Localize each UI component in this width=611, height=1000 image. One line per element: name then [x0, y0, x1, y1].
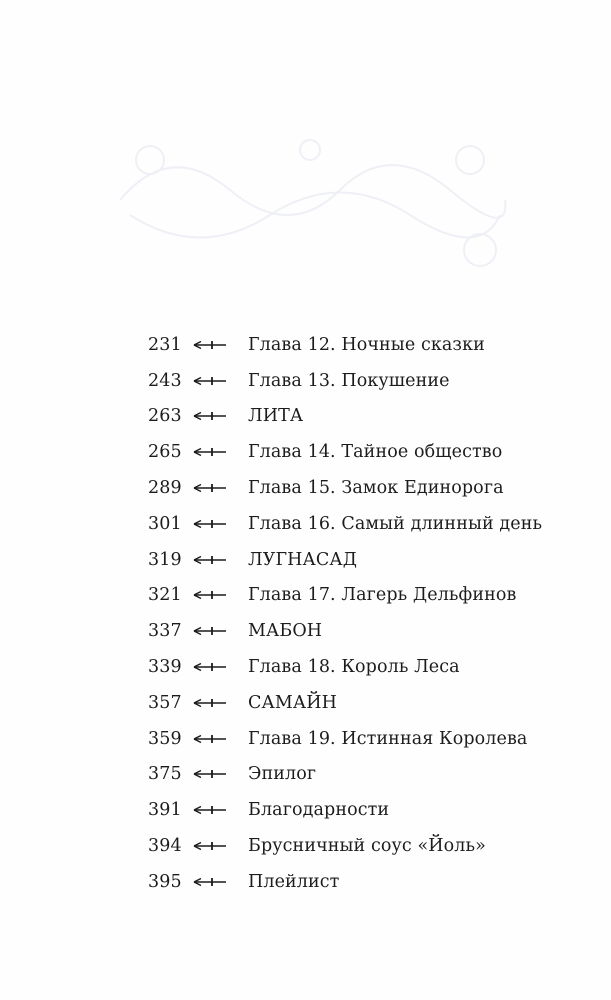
page-number: 339	[148, 657, 182, 678]
toc-title: Глава 19. Истинная Королева	[248, 728, 528, 749]
table-of-contents	[148, 327, 588, 900]
toc-entry[interactable]	[148, 613, 588, 649]
toc-entry[interactable]	[148, 327, 588, 363]
toc-entry[interactable]	[148, 685, 588, 721]
toc-entry[interactable]	[148, 864, 588, 900]
arrow-left-dagger-icon	[192, 409, 248, 423]
toc-entry[interactable]	[148, 363, 588, 399]
toc-title: ЛИТА	[248, 406, 304, 427]
arrow-left-dagger-icon	[192, 839, 248, 853]
arrow-left-dagger-icon	[192, 803, 248, 817]
toc-entry[interactable]	[148, 470, 588, 506]
page-number: 321	[148, 585, 182, 606]
page-number: 289	[148, 478, 182, 499]
toc-entry[interactable]	[148, 399, 588, 435]
toc-title: Глава 16. Самый длинный день	[248, 513, 543, 534]
toc-title: Глава 17. Лагерь Дельфинов	[248, 585, 517, 606]
toc-title: МАБОН	[248, 621, 323, 642]
toc-entry[interactable]	[148, 506, 588, 542]
arrow-left-dagger-icon	[192, 553, 248, 567]
toc-title: Глава 18. Король Леса	[248, 657, 460, 678]
arrow-left-dagger-icon	[192, 660, 248, 674]
toc-entry[interactable]	[148, 721, 588, 757]
toc-entry[interactable]	[148, 792, 588, 828]
page-number: 243	[148, 370, 182, 391]
toc-title: Глава 15. Замок Единорога	[248, 478, 504, 499]
arrow-left-dagger-icon	[192, 517, 248, 531]
page-number: 337	[148, 621, 182, 642]
page-number: 357	[148, 692, 182, 713]
toc-entry[interactable]	[148, 578, 588, 614]
header-ornament-icon	[110, 120, 510, 280]
page-number: 395	[148, 871, 182, 892]
toc-entry[interactable]	[148, 649, 588, 685]
arrow-left-dagger-icon	[192, 481, 248, 495]
page-number: 359	[148, 728, 182, 749]
page-number: 301	[148, 513, 182, 534]
page-number: 231	[148, 334, 182, 355]
toc-title: Брусничный соус «Йоль»	[248, 836, 486, 857]
toc-title: Глава 12. Ночные сказки	[248, 334, 485, 355]
arrow-left-dagger-icon	[192, 732, 248, 746]
toc-title: Глава 14. Тайное общество	[248, 442, 503, 463]
page-number: 375	[148, 764, 182, 785]
toc-title: Благодарности	[248, 800, 390, 821]
toc-entry[interactable]	[148, 757, 588, 793]
toc-title: Плейлист	[248, 871, 340, 892]
arrow-left-dagger-icon	[192, 624, 248, 638]
page-number: 263	[148, 406, 182, 427]
arrow-left-dagger-icon	[192, 875, 248, 889]
arrow-left-dagger-icon	[192, 338, 248, 352]
toc-title: Эпилог	[248, 764, 317, 785]
toc-title: Глава 13. Покушение	[248, 370, 450, 391]
arrow-left-dagger-icon	[192, 588, 248, 602]
page-number: 391	[148, 800, 182, 821]
page-number: 265	[148, 442, 182, 463]
arrow-left-dagger-icon	[192, 767, 248, 781]
toc-title: САМАЙН	[248, 692, 337, 713]
arrow-left-dagger-icon	[192, 696, 248, 710]
toc-entry[interactable]	[148, 828, 588, 864]
toc-title: ЛУГНАСАД	[248, 549, 358, 570]
toc-entry[interactable]	[148, 542, 588, 578]
page-number: 319	[148, 549, 182, 570]
arrow-left-dagger-icon	[192, 374, 248, 388]
toc-entry[interactable]	[148, 434, 588, 470]
page-number: 394	[148, 836, 182, 857]
arrow-left-dagger-icon	[192, 445, 248, 459]
